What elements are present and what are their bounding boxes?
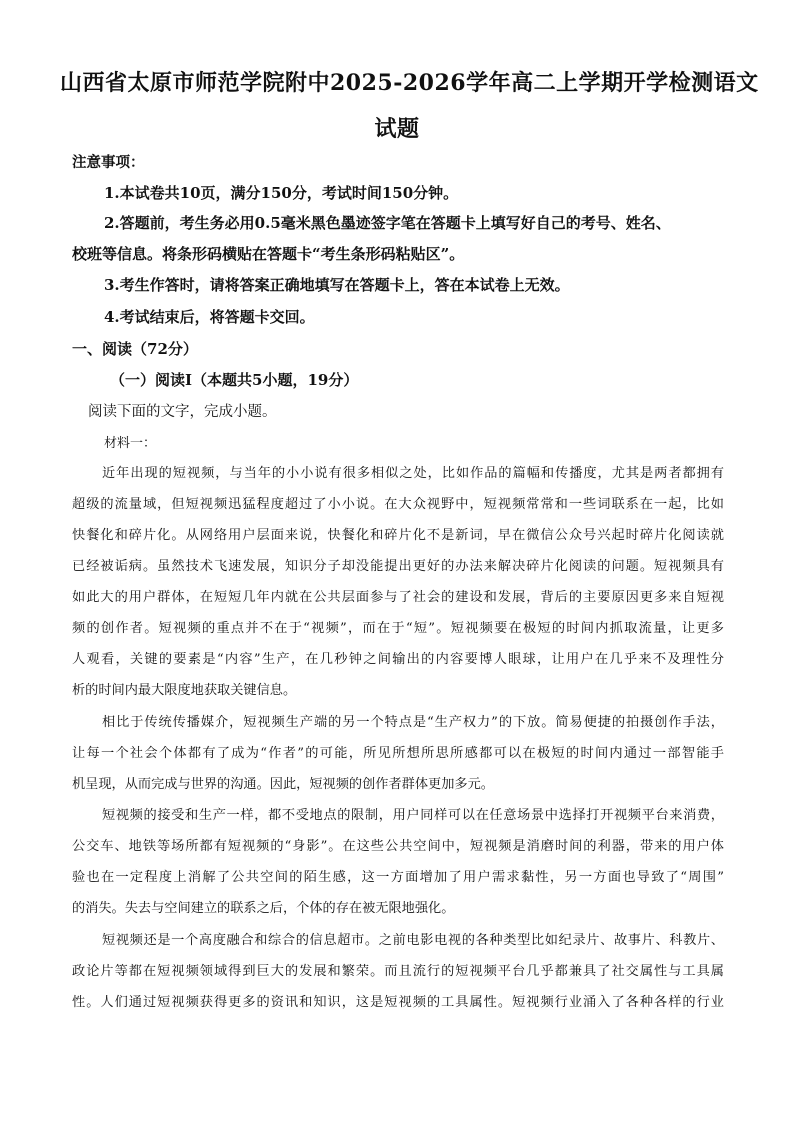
paragraph-line: 已经被诟病。虽然技术飞速发展，知识分子却没能提出更好的办法来解决碎片化阅读的问题。短视频具有 xyxy=(72,559,724,574)
paragraph-line: 超级的流量域，但短视频迅猛程度超过了小小说。在大众视野中，短视频常常和一些词联系在一起，比如 xyxy=(72,497,724,512)
paragraph-line: 快餐化和碎片化。从网络用户层面来说，快餐化和碎片化不是新词，早在微信公众号兴起时碎片化阅读就 xyxy=(72,528,724,543)
paragraph-line: 人观看，关键的要素是“内容”生产，在几秒钟之间输出的内容要博人眼球，让用户在几乎来不及理性分 xyxy=(72,652,724,667)
exam-title-line2: 试题 xyxy=(374,116,420,142)
subsection-heading: （一）阅读Ⅰ（本题共5小题，19分） xyxy=(110,371,359,389)
reading-instruction: 阅读下面的文字，完成小题。 xyxy=(88,404,277,420)
exam-title-line1: 山西省太原市师范学院附中2025-2026学年高二上学期开学检测语文 xyxy=(60,70,759,96)
note-item-2-continued: 校班等信息。将条形码横贴在答题卡“考生条形码粘贴区”。 xyxy=(72,245,465,263)
paragraph-line: 相比于传统传播媒介，短视频生产端的另一个特点是“生产权力”的下放。简易便捷的拍摄创作手法， xyxy=(102,715,724,730)
paragraph-line: 析的时间内最大限度地获取关键信息。 xyxy=(72,683,297,698)
paragraph-line: 短视频还是一个高度融合和综合的信息超市。之前电影电视的各种类型比如纪录片、故事片、科教片、 xyxy=(102,933,724,948)
paragraph-line: 让每一个社会个体都有了成为“作者”的可能，所见所想所思所感都可以在极短的时间内通过一部智能手 xyxy=(72,746,724,761)
paragraph-line: 如此大的用户群体，在短短几年内就在公共层面参与了社会的建设和发展，背后的主要原因更多来自短视 xyxy=(72,590,724,605)
paragraph-line: 性。人们通过短视频获得更多的资讯和知识，这是短视频的工具属性。短视频行业涌入了各种各样的行业 xyxy=(72,995,724,1010)
paragraph-line: 政论片等都在短视频领域得到巨大的发展和繁荣。而且流行的短视频平台几乎都兼具了社交属性与工具属 xyxy=(72,964,724,979)
section-heading: 一、阅读（72分） xyxy=(72,340,198,358)
paragraph-4 xyxy=(72,925,724,1018)
paragraph-3 xyxy=(72,800,724,924)
note-item-3: 3.考生作答时，请将答案正确地填写在答题卡上，答在本试卷上无效。 xyxy=(104,276,570,294)
paragraph-1 xyxy=(72,458,724,706)
paragraph-line: 短视频的接受和生产一样，都不受地点的限制，用户同样可以在任意场景中选择打开视频平台来消费， xyxy=(102,808,724,823)
note-item-4: 4.考试结束后，将答题卡交回。 xyxy=(104,308,315,326)
notes-heading: 注意事项： xyxy=(72,154,145,171)
note-item-1: 1.本试卷共10页，满分150分，考试时间150分钟。 xyxy=(104,184,459,202)
paragraph-line: 机呈现，从而完成与世界的沟通。因此，短视频的创作者群体更加多元。 xyxy=(72,777,494,792)
note-item-2: 2.答题前，考生务必用0.5毫米黑色墨迹签字笔在答题卡上填写好自己的考号、姓名、 xyxy=(104,214,671,232)
paragraph-line: 的消失。失去与空间建立的联系之后，个体的存在被无限地强化。 xyxy=(72,901,455,916)
paragraph-line: 验也在一定程度上消解了公共空间的陌生感，这一方面增加了用户需求黏性，另一方面也导致了“周围” xyxy=(72,870,724,885)
paragraph-2 xyxy=(72,707,724,800)
paragraph-line: 近年出现的短视频，与当年的小小说有很多相似之处，比如作品的篇幅和传播度，尤其是两者都拥有 xyxy=(102,466,724,481)
paragraph-line: 公交车、地铁等场所都有短视频的“身影”。在这些公共空间中，短视频是消磨时间的利器，带来的用户体 xyxy=(72,839,724,854)
material-label: 材料一： xyxy=(104,436,157,451)
paragraph-line: 频的创作者。短视频的重点并不在于“视频”，而在于“短”。短视频要在极短的时间内抓取流量，让更多 xyxy=(72,621,724,636)
